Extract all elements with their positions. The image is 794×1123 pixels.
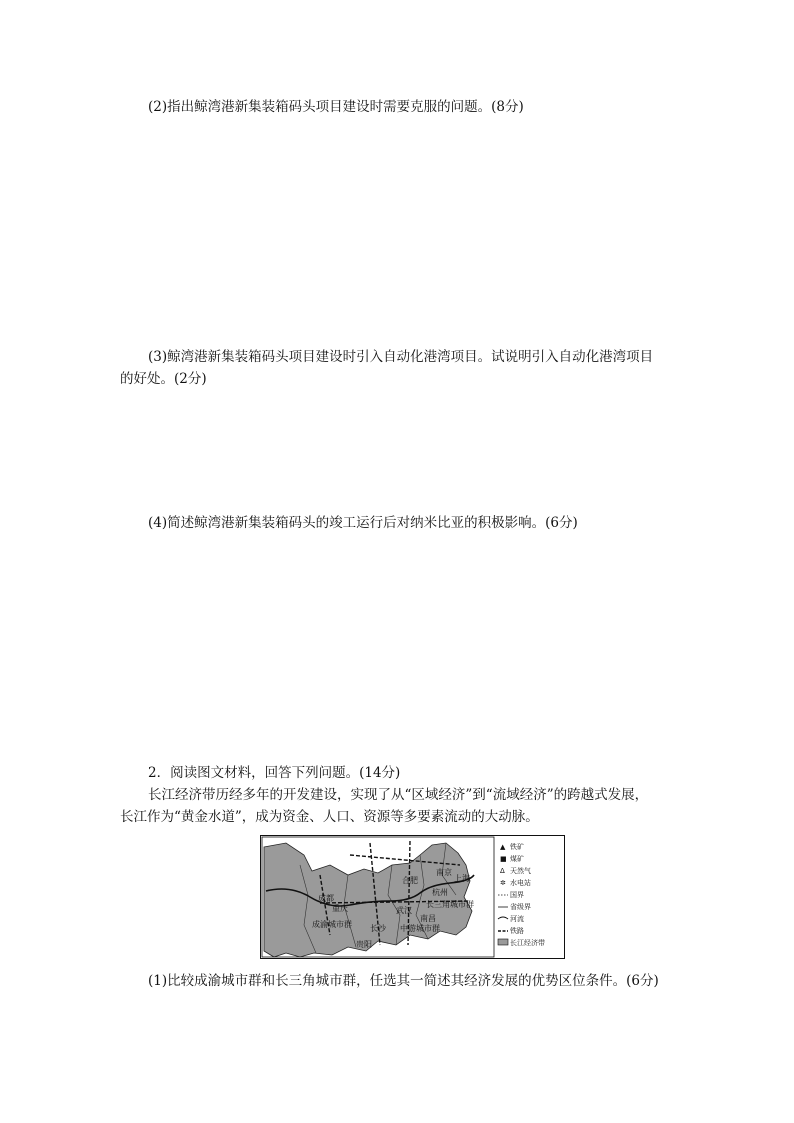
legend-coal: 煤矿 bbox=[510, 855, 524, 863]
legend-iron: 铁矿 bbox=[510, 843, 524, 851]
question-2-material-line1: 长江经济带历经多年的开发建设，实现了从“区域经济”到“流域经济”的跨越式发展， bbox=[148, 787, 649, 803]
question-2-material-line2: 长江作为“黄金水道”，成为资金、人口、资源等多要素流动的大动脉。 bbox=[120, 809, 539, 825]
svg-text:✲: ✲ bbox=[500, 879, 506, 887]
question-1-3-line1: (3)鲸湾港新集装箱码头项目建设时引入自动化港湾项目。试说明引入自动化港湾项目 bbox=[148, 349, 654, 365]
legend-national: 国界 bbox=[510, 891, 524, 899]
svg-text:Δ: Δ bbox=[500, 867, 505, 875]
question-1-2: (2)指出鲸湾港新集装箱码头项目建设时需要克服的问题。(8分) bbox=[148, 99, 524, 115]
legend-river: 河流 bbox=[510, 915, 524, 923]
legend-provincial: 省级界 bbox=[510, 903, 531, 911]
city-chongqing: 重庆 bbox=[332, 904, 348, 913]
city-guiyang: 贵阳 bbox=[356, 940, 372, 949]
city-changsha: 长沙 bbox=[370, 924, 386, 933]
legend-railway: 铁路 bbox=[510, 927, 524, 935]
question-2-heading: 2．阅读图文材料，回答下列问题。(14分) bbox=[148, 765, 401, 781]
city-hangzhou: 杭州 bbox=[432, 888, 448, 897]
city-cluster-zhongyou: 中游城市群 bbox=[400, 924, 440, 933]
city-shanghai: 上海 bbox=[454, 874, 470, 883]
yangtze-economic-belt-map bbox=[260, 835, 565, 959]
legend-belt: 长江经济带 bbox=[510, 939, 545, 947]
city-nanchang: 南昌 bbox=[420, 914, 436, 923]
svg-text:■: ■ bbox=[500, 855, 507, 863]
city-hefei: 合肥 bbox=[402, 876, 418, 885]
city-cluster-changsanjiao: 长三角城市群 bbox=[426, 900, 474, 909]
city-cluster-chengyu: 成渝城市群 bbox=[312, 920, 352, 929]
city-wuhan: 武汉 bbox=[396, 906, 412, 915]
question-2-1: (1)比较成渝城市群和长三角城市群，任选其一简述其经济发展的优势区位条件。(6分) bbox=[148, 973, 659, 989]
svg-text:▲: ▲ bbox=[500, 843, 506, 851]
question-1-4: (4)简述鲸湾港新集装箱码头的竣工运行后对纳米比亚的积极影响。(6分) bbox=[148, 515, 578, 531]
question-1-3-line2: 的好处。(2分) bbox=[120, 371, 207, 387]
legend-gas: 天然气 bbox=[510, 867, 531, 875]
legend-hydro: 水电站 bbox=[510, 879, 531, 887]
city-chengdu: 成都 bbox=[318, 894, 334, 903]
city-nanjing: 南京 bbox=[436, 868, 452, 877]
